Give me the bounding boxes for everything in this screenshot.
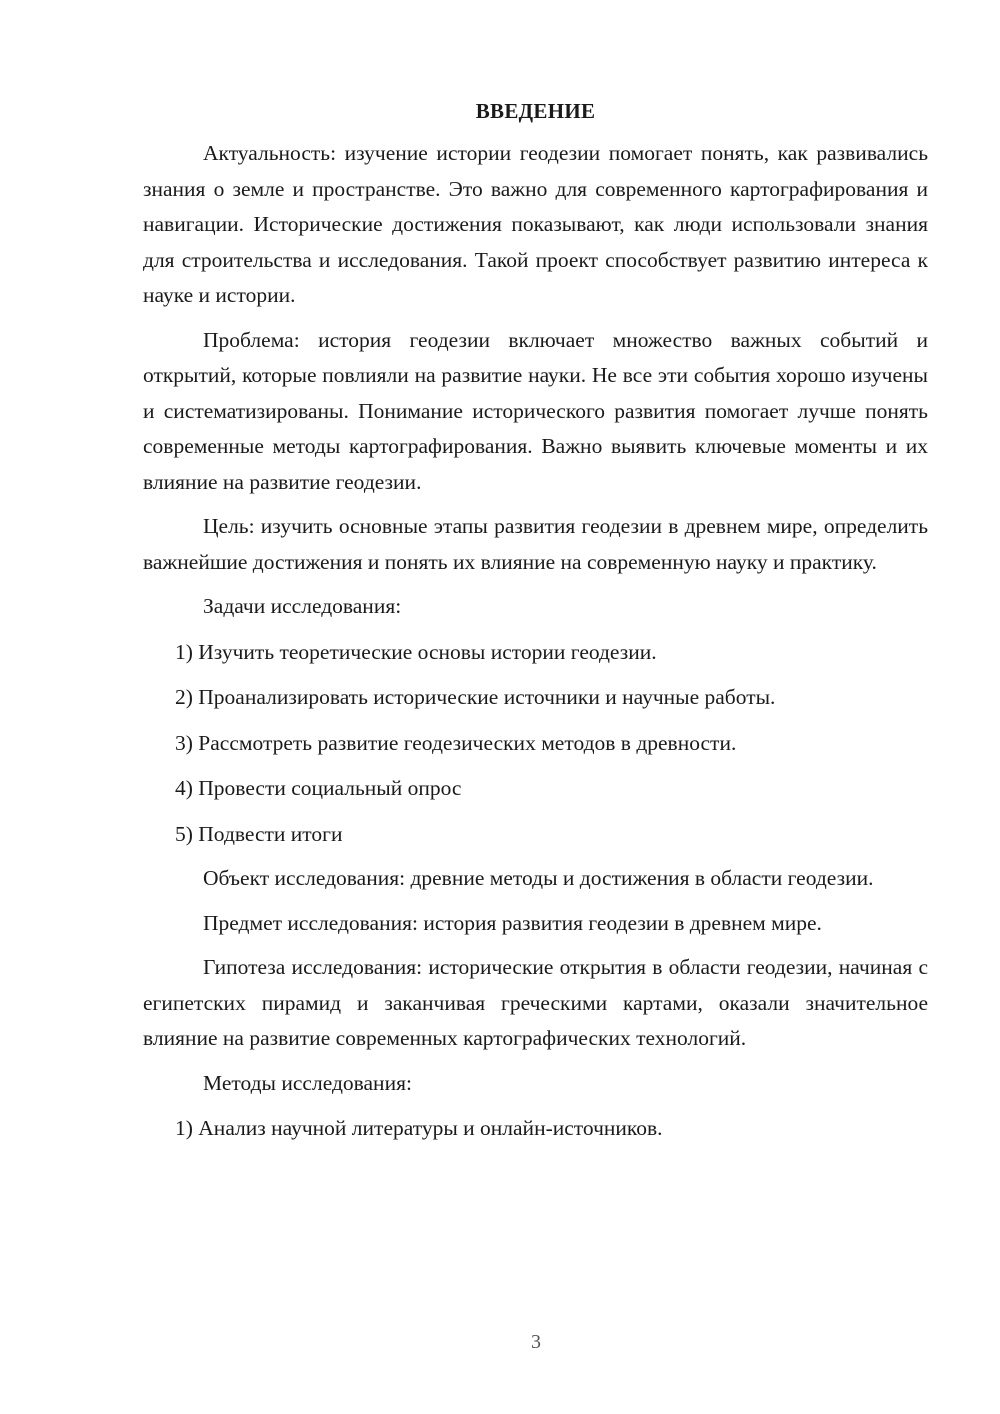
list-item: 1) Изучить теоретические основы истории геодезии. [175, 639, 657, 664]
problem-paragraph: Проблема: история геодезии включает множество важных событий и открытий, которые повлияли на развитие науки. Не все эти события хорошо изучены и систематизированы. Понимание исторического развития помогает лучше понять современные методы картографирования. Важно выявить ключевые моменты и их влияние на развитие геодезии. [143, 327, 928, 494]
goal-paragraph: Цель: изучить основные этапы развития геодезии в древнем мире, определить важнейшие достижения и понять их влияние на современную науку и практику. [143, 514, 928, 574]
list-item: 1) Анализ научной литературы и онлайн-источников. [175, 1116, 663, 1140]
section-heading: ВВЕДЕНИЕ [475, 99, 596, 123]
page-number: 3 [531, 1331, 541, 1353]
methods-list [143, 1111, 928, 1147]
list-item: 4) Провести социальный опрос [175, 776, 462, 800]
tasks-title: Задачи исследования: [203, 594, 402, 618]
object-paragraph: Объект исследования: древние методы и достижения в области геодезии. [203, 866, 874, 890]
list-item: 2) Проанализировать исторические источники и научные работы. [175, 685, 776, 709]
tasks-list [143, 635, 928, 853]
hypothesis-paragraph: Гипотеза исследования: исторические открытия в области геодезии, начиная с египетских пирамид и заканчивая греческими картами, оказали значительное влияние на развитие современных картографических технологий. [143, 955, 928, 1050]
list-item: 5) Подвести итоги [175, 821, 343, 846]
document-page [143, 90, 928, 1147]
subject-paragraph: Предмет исследования: история развития геодезии в древнем мире. [203, 910, 822, 935]
relevance-paragraph: Актуальность: изучение истории геодезии помогает понять, как развивались знания о земле и пространстве. Это важно для современного картографирования и навигации. Исторические достижения показывают, как люди использовали знания для строительства и исследования. Такой проект способствует развитию интереса к науке и истории. [143, 141, 928, 307]
list-item: 3) Рассмотреть развитие геодезических методов в древности. [175, 730, 737, 755]
methods-title: Методы исследования: [203, 1070, 412, 1095]
